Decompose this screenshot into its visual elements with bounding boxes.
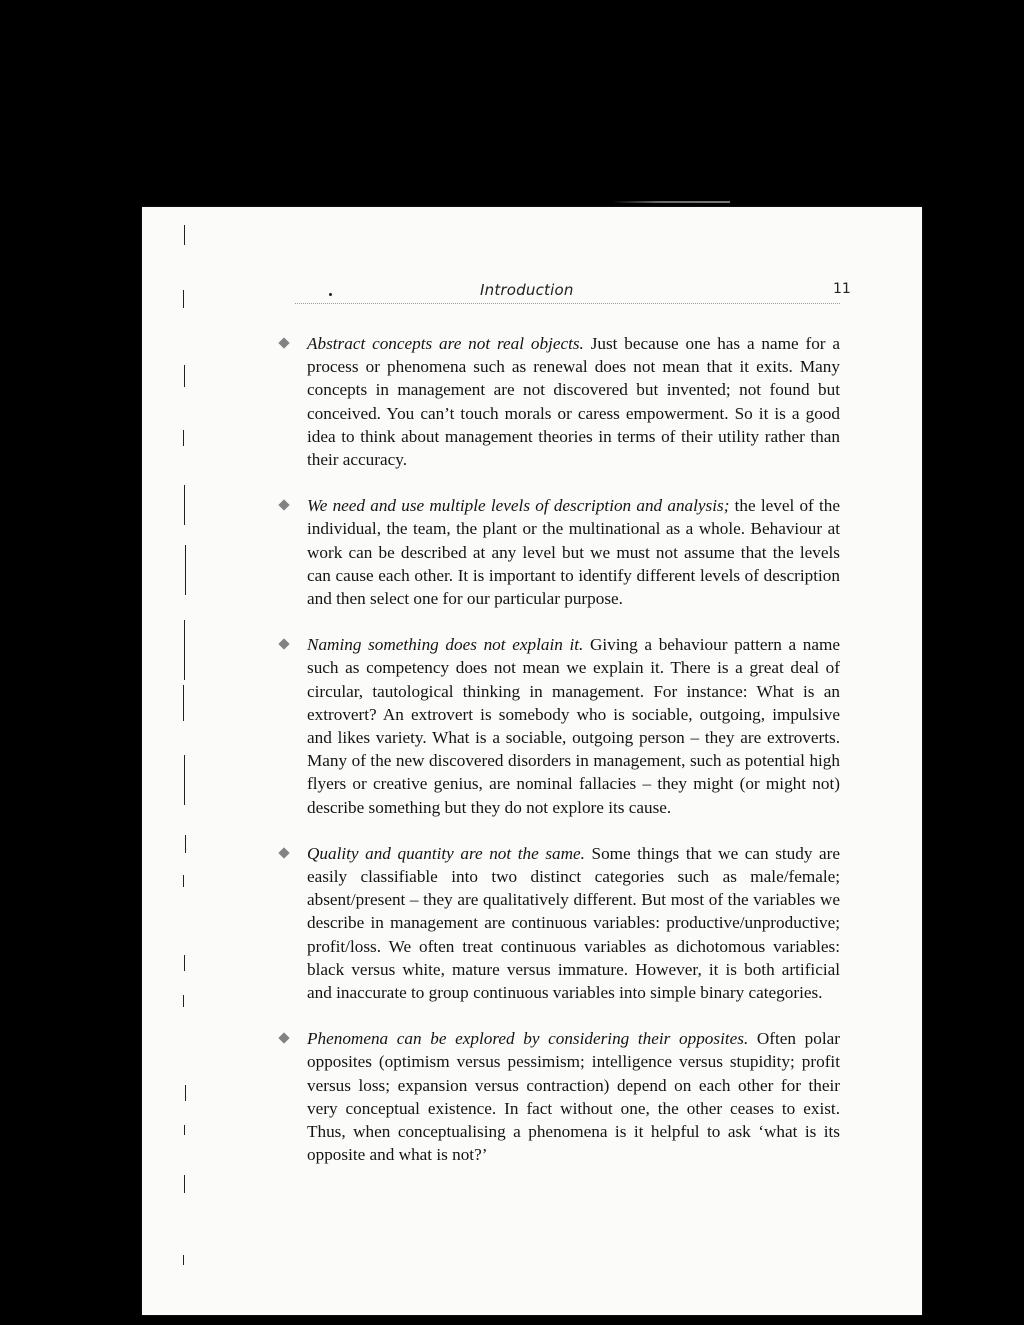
item-body: the level of the individual, the team, the plant or the multinational as a whole. Behaviour at work can be described at any level but we must not assume that the levels can cause each other. It is important to identify different levels of description and then select one for our particular purpose.: [307, 496, 840, 609]
bullet-icon: [278, 337, 289, 348]
item-body: Some things that we can study are easily classifiable into two distinct categories such as male/female; absent/present – they are qualitatively different. But most of the variables we describe in management are continuous variables: productive/unproductive; profit/loss. We often treat continuous variables as dichotomous variables: black versus white, mature versus immature. However, it is both artificial and inaccurate to group continuous variables into simple binary categories.: [307, 843, 840, 1003]
item-lead: Naming something does not explain it.: [307, 635, 584, 655]
running-header-title: Introduction: [480, 281, 574, 299]
item-lead: Phenomena can be explored by considering their opposites.: [307, 1029, 749, 1049]
page-number: 11: [833, 281, 851, 297]
bullet-icon: [278, 1033, 289, 1044]
list-item: [280, 332, 840, 471]
bullet-icon: [278, 639, 289, 650]
item-lead: Quality and quantity are not the same.: [307, 843, 585, 863]
item-lead: We need and use multiple levels of description and analysis;: [307, 496, 730, 516]
item-body: Often polar opposites (optimism versus pessimism; intelligence versus stupidity; profit versus loss; expansion versus contraction) depend on each other for their very conceptual existence. In fact without one, the other ceases to exist. Thus, when conceptualising a phenomena is it helpful to ask ‘what is its opposite and what is not?’: [307, 1029, 840, 1165]
bullet-icon: [278, 847, 289, 858]
bullet-list: [280, 332, 840, 1167]
bullet-icon: [278, 500, 289, 511]
binding-shadow-marks: [180, 225, 210, 1305]
item-lead: Abstract concepts are not real objects.: [307, 334, 584, 353]
list-item: [280, 494, 840, 610]
scan-edge-mark: [612, 201, 730, 203]
header-rule: [295, 303, 840, 304]
header-dot: [329, 293, 332, 296]
item-body: Just because one has a name for a process or phenomena such as renewal does not mean that it exits. Many concepts in management are not discovered but invented; not found but conceived. You can’t touch morals or caress empowerment. So it is a good idea to think about management theories in terms of their utility rather than their accuracy.: [307, 334, 840, 470]
list-item: [280, 842, 840, 1004]
list-item: [280, 1027, 840, 1166]
list-item: [280, 633, 840, 819]
item-body: Giving a behaviour pattern a name such as competency does not mean we explain it. There is a great deal of circular, tautological thinking in management. For instance: What is an extrovert? An extrovert is somebody who is sociable, outgoing, impulsive and likes variety. What is a sociable, outgoing person – they are extroverts. Many of the new discovered disorders in management, such as potential high flyers or creative genius, are nominal fallacies – they might (or might not) describe something but they do not explore its cause.: [307, 635, 840, 817]
